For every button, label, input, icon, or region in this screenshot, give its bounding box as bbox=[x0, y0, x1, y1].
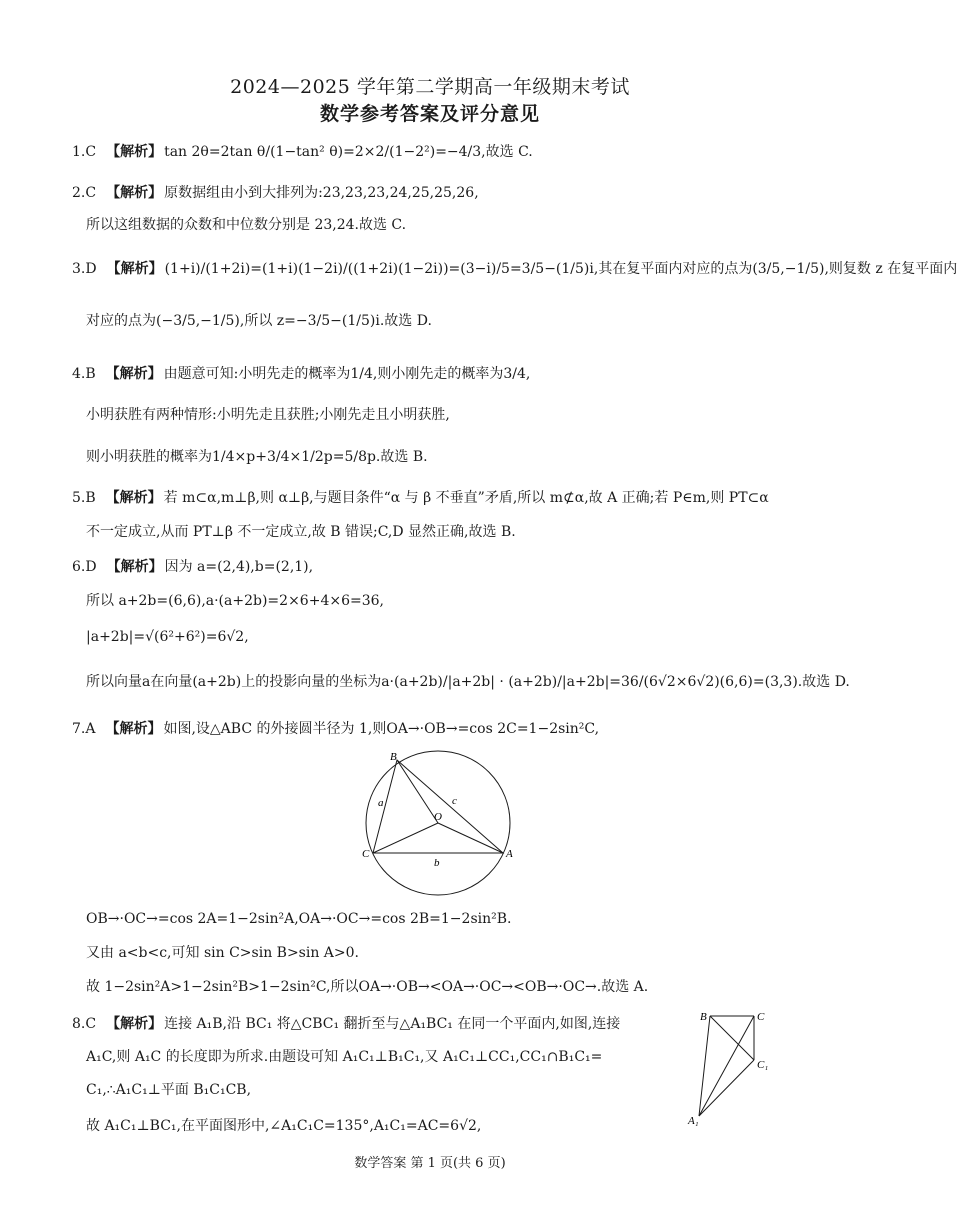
answer-text: 则小明获胜的概率为1/4×p+3/4×1/2p=5/8p.故选 B. bbox=[86, 449, 428, 465]
answer-text: |a+2b|=√(6²+6²)=6√2, bbox=[86, 629, 249, 645]
label-c1: C₁ bbox=[757, 1059, 769, 1071]
analysis-tag: 【解析】 bbox=[106, 261, 163, 277]
segment-bc1 bbox=[710, 1016, 754, 1060]
segment-oc bbox=[373, 823, 438, 853]
page-title: 2024—2025 学年第二学期高一年级期末考试 bbox=[230, 76, 630, 98]
answer-number: 5.B bbox=[72, 490, 96, 506]
label-side-b: b bbox=[434, 857, 440, 869]
answer-text: tan 2θ=2tan θ/(1−tan² θ)=2×2/(1−2²)=−4/3,故选 C. bbox=[164, 144, 533, 160]
answer-text: 由题意可知:小明先走的概率为1/4,则小刚先走的概率为3/4, bbox=[163, 366, 531, 382]
answer-3 bbox=[72, 260, 957, 278]
answer-text: OB→·OC→=cos 2A=1−2sin²A,OA→·OC→=cos 2B=1−2sin²B. bbox=[86, 911, 512, 927]
label-a: A bbox=[506, 848, 513, 860]
answer-5 bbox=[72, 489, 769, 507]
answer-number: 2.C bbox=[72, 185, 97, 201]
label-c: C bbox=[757, 1011, 765, 1023]
answer-text: 故 1−2sin²A>1−2sin²B>1−2sin²C,所以OA→·OB→<OA→·OC→<OB→·OC→.故选 A. bbox=[86, 979, 649, 995]
page-subtitle: 数学参考答案及评分意见 bbox=[319, 103, 540, 125]
answer-text: 不一定成立,从而 PT⊥β 不一定成立,故 B 错误;C,D 显然正确,故选 B. bbox=[86, 524, 516, 540]
answer-number: 4.B bbox=[72, 366, 96, 382]
analysis-tag: 【解析】 bbox=[106, 185, 163, 201]
answer-text: 小明获胜有两种情形:小明先走且获胜;小刚先走且小明获胜, bbox=[86, 407, 450, 423]
answer-text: 对应的点为(−3/5,−1/5),所以 z=−3/5−(1/5)i.故选 D. bbox=[86, 313, 432, 329]
page-footer: 数学答案 第 1 页(共 6 页) bbox=[354, 1156, 506, 1171]
folding-figure bbox=[684, 1008, 784, 1133]
answer-text: 所以 a+2b=(6,6),a·(a+2b)=2×6+4×6=36, bbox=[86, 593, 384, 609]
answer-number: 1.C bbox=[72, 144, 97, 160]
answer-text: 故 A₁C₁⊥BC₁,在平面图形中,∠A₁C₁C=135°,A₁C₁=AC=6√2, bbox=[86, 1118, 482, 1134]
answer-number: 7.A bbox=[72, 721, 96, 737]
label-c: C bbox=[362, 848, 370, 860]
answer-number: 8.C bbox=[72, 1016, 97, 1032]
circumcircle-figure bbox=[350, 748, 530, 898]
answer-4 bbox=[72, 365, 530, 383]
answer-1 bbox=[72, 143, 533, 161]
analysis-tag: 【解析】 bbox=[106, 1016, 163, 1032]
answer-8 bbox=[72, 1015, 620, 1033]
segment-a1c1 bbox=[699, 1060, 754, 1116]
analysis-tag: 【解析】 bbox=[105, 490, 162, 506]
analysis-tag: 【解析】 bbox=[105, 721, 162, 737]
analysis-tag: 【解析】 bbox=[105, 366, 162, 382]
label-b: B bbox=[700, 1011, 707, 1023]
analysis-tag: 【解析】 bbox=[106, 144, 163, 160]
segment-a1b bbox=[699, 1016, 710, 1116]
answer-number: 6.D bbox=[72, 559, 97, 575]
answer-text: C₁,∴A₁C₁⊥平面 B₁C₁CB, bbox=[86, 1082, 252, 1098]
analysis-tag: 【解析】 bbox=[106, 559, 163, 575]
answer-2 bbox=[72, 184, 479, 202]
segment-ob bbox=[397, 760, 438, 823]
label-b: B bbox=[390, 751, 397, 763]
answer-text: 因为 a=(2,4),b=(2,1), bbox=[164, 559, 314, 575]
answer-text: 所以向量a在向量(a+2b)上的投影向量的坐标为a·(a+2b)/|a+2b| · (a+2b)/|a+2b|=36/(6√2×6√2)(6,6)=(3,3).故选 D. bbox=[86, 674, 850, 690]
answer-text: 若 m⊂α,m⊥β,则 α⊥β,与题目条件“α 与 β 不垂直”矛盾,所以 m⊄α,故 A 正确;若 P∈m,则 PT⊂α bbox=[163, 490, 769, 506]
triangle-abc bbox=[373, 760, 503, 853]
answer-text: 又由 a<b<c,可知 sin C>sin B>sin A>0. bbox=[86, 945, 360, 961]
label-side-c: c bbox=[452, 795, 457, 807]
answer-7 bbox=[72, 720, 599, 738]
answer-text: A₁C,则 A₁C 的长度即为所求.由题设可知 A₁C₁⊥B₁C₁,又 A₁C₁⊥CC₁,CC₁∩B₁C₁= bbox=[86, 1049, 603, 1065]
answer-text: 所以这组数据的众数和中位数分别是 23,24.故选 C. bbox=[86, 217, 407, 233]
answer-6 bbox=[72, 558, 313, 576]
answer-number: 3.D bbox=[72, 261, 97, 277]
answer-text: (1+i)/(1+2i)=(1+i)(1−2i)/((1+2i)(1−2i))=(3−i)/5=3/5−(1/5)i,其在复平面内对应的点为(3/5,−1/5),则复数 z 在复平面内 bbox=[164, 261, 957, 277]
answer-text: 原数据组由小到大排列为:23,23,23,24,25,25,26, bbox=[164, 185, 479, 201]
segment-oa bbox=[438, 823, 503, 853]
answer-text: 如图,设△ABC 的外接圆半径为 1,则OA→·OB→=cos 2C=1−2sin²C, bbox=[163, 721, 600, 737]
label-a1: A₁ bbox=[688, 1115, 699, 1127]
segment-a1c bbox=[699, 1016, 754, 1116]
answer-text: 连接 A₁B,沿 BC₁ 将△CBC₁ 翻折至与△A₁BC₁ 在同一个平面内,如图,连接 bbox=[164, 1016, 621, 1032]
label-side-a: a bbox=[378, 797, 384, 809]
label-o: O bbox=[434, 811, 442, 823]
